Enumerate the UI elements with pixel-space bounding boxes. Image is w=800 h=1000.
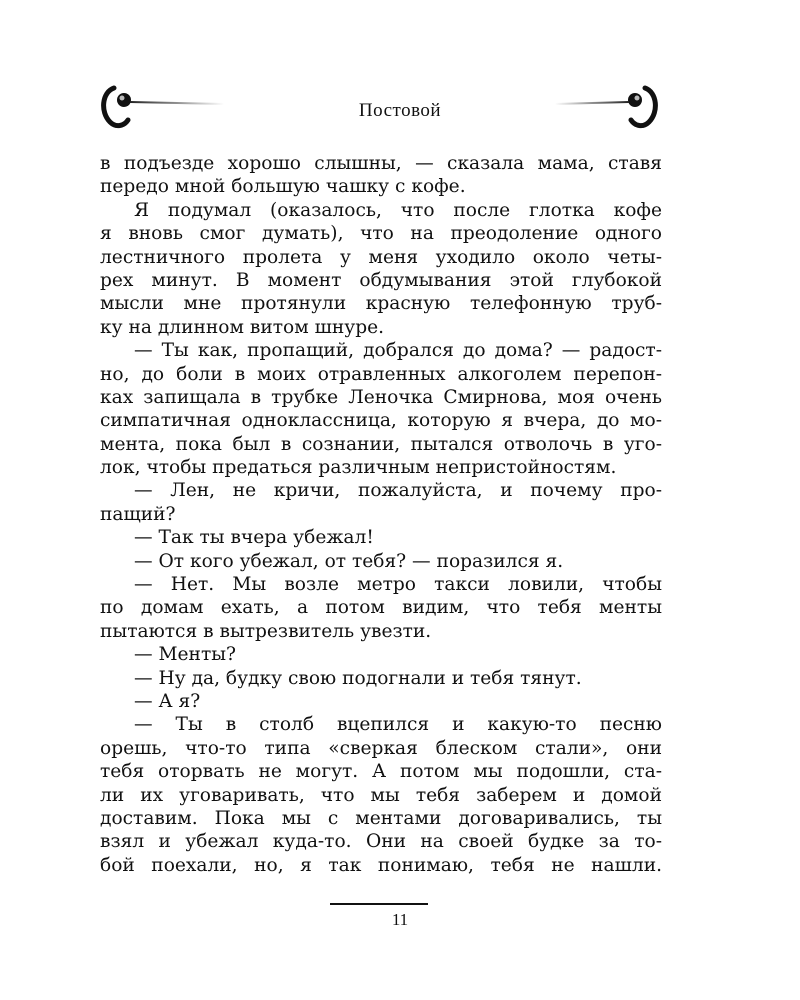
- text-line: я вновь смог думать), что на преодоление одного: [100, 223, 662, 245]
- text-line: ку на длинном витом шнуре.: [100, 316, 385, 338]
- text-line: — Лен, не кричи, пожалуйста, и почему про-: [134, 480, 662, 502]
- running-header: [0, 78, 800, 138]
- text-line: орешь, что-то типа «сверкая блеском стали», они: [100, 737, 662, 759]
- page-number: 11: [391, 910, 409, 929]
- text-line: рех минут. В момент обдумывания этой глубокой: [100, 269, 662, 291]
- text-line: симпатичная одноклассница, которую я вчера, до мо-: [100, 410, 662, 432]
- text-line: лок, чтобы предаться различным непристойностям.: [100, 457, 617, 479]
- text-line: — Так ты вчера убежал!: [134, 527, 374, 549]
- text-line: лестничного пролета у меня уходило около четы-: [100, 246, 662, 268]
- text-line: — Ну да, будку свою подогнали и тебя тянут.: [134, 667, 582, 689]
- text-line: ках запищала в трубке Леночка Смирнова, моя очень: [100, 386, 662, 408]
- text-line: — А я?: [134, 690, 201, 712]
- text-line: передо мной большую чашку с кофе.: [100, 176, 466, 198]
- page-running-title: Постовой: [358, 100, 442, 121]
- text-line: ли их уговаривать, что мы тебя заберем и домой: [100, 784, 662, 806]
- text-line: — Менты?: [134, 644, 236, 666]
- text-line: бой поехали, но, я так понимаю, тебя не нашли.: [100, 854, 662, 876]
- text-line: — Нет. Мы возле метро такси ловили, чтобы: [134, 574, 662, 596]
- text-line: взял и убежал куда-то. Они на своей будке за то-: [100, 831, 662, 853]
- text-line: доставим. Пока мы с ментами договаривались, ты: [100, 807, 662, 829]
- text-line: — Ты как, пропащий, добрался до дома? — радост-: [134, 340, 662, 362]
- text-line: но, до боли в моих отравленных алкоголем перепон-: [100, 363, 662, 385]
- text-line: — От кого убежал, от тебя? — поразился я.: [134, 550, 564, 572]
- body-text: [100, 152, 662, 877]
- right-ornament-icon: [555, 78, 665, 138]
- text-line: мента, пока был в сознании, пытался отволочь в уго-: [100, 433, 662, 455]
- text-line: — Ты в столб вцепился и какую-то песню: [134, 714, 662, 736]
- text-line: Я подумал (оказалось, что после глотка кофе: [134, 199, 662, 221]
- text-line: пащий?: [100, 503, 176, 525]
- text-line: тебя оторвать не могут. А потом мы подошли, ста-: [100, 761, 662, 783]
- footer-rule: [330, 903, 428, 905]
- text-line: в подъезде хорошо слышны, — сказала мама, ставя: [100, 153, 662, 174]
- text-line: мысли мне протянули красную телефонную труб-: [100, 293, 662, 315]
- text-line: по домам ехать, а потом видим, что тебя менты: [100, 597, 662, 619]
- text-line: пытаются в вытрезвитель увезти.: [100, 620, 432, 642]
